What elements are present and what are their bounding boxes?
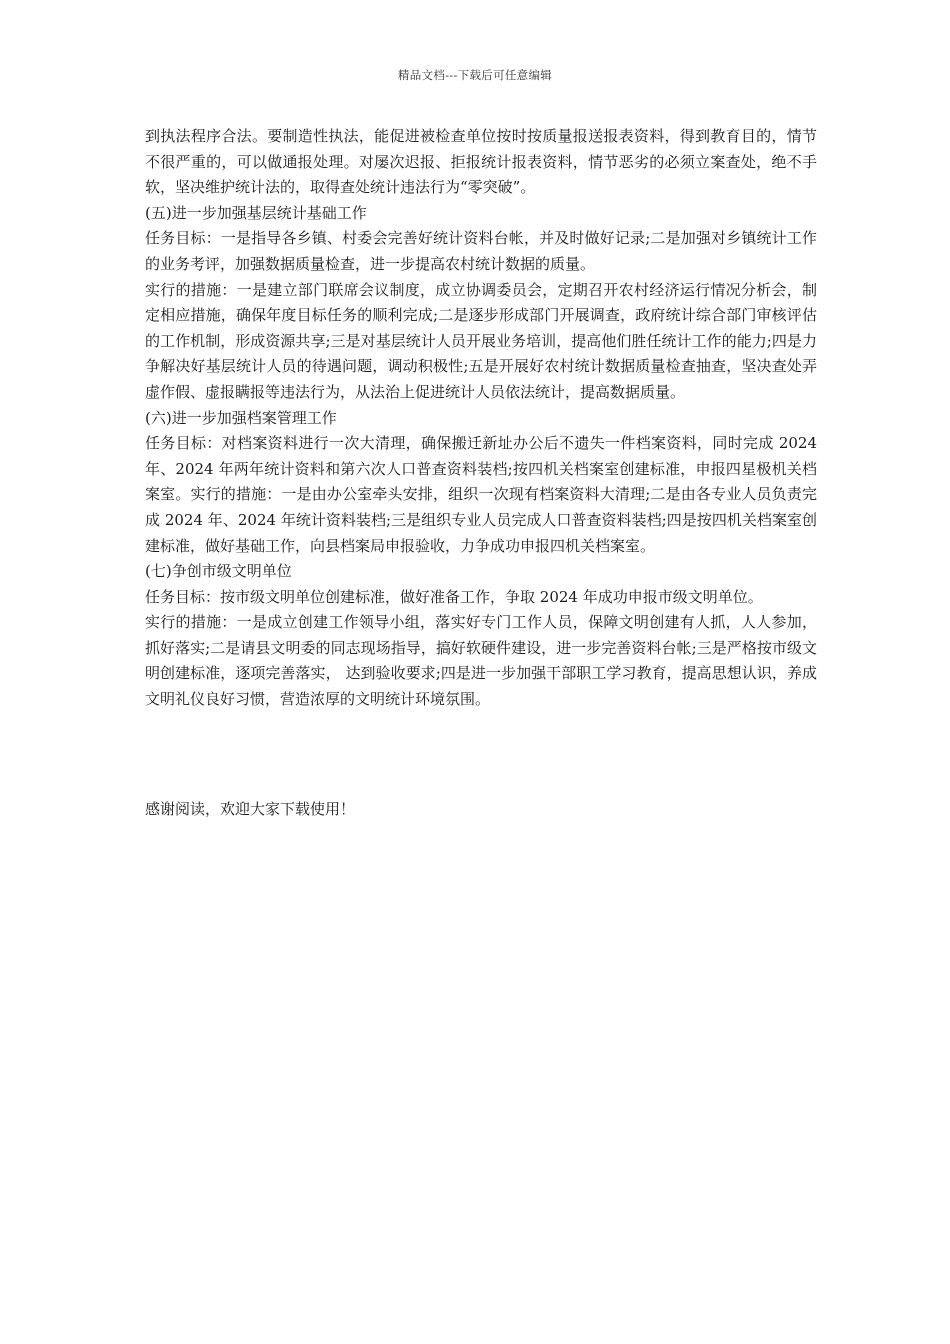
paragraph-measures-5: 实行的措施：一是建立部门联席会议制度，成立协调委员会，定期召开农村经济运行情况分析会，制定相应措施，确保年度目标任务的顺利完成;二是逐步形成部门开展调查，政府统计综合部门审核评估的工作机制，形成资源共享;三是对基层统计人员开展业务培训，提高他们胜任统计工作的能力;四是力争解决好基层统计人员的待遇问题，调动积极性;五是开展好农村统计数据质量检查抽查，坚决查处弄虚作假、虚报瞒报等违法行为，从法治上促进统计人员依法统计，提高数据质量。 [145, 280, 817, 401]
paragraph-continuation: 到执法程序合法。要制造性执法，能促进被检查单位按时按质量报送报表资料，得到教育目的，情节不很严重的，可以做通报处理。对屡次迟报、拒报统计报表资料，情节恶劣的必须立案查处，绝不手软，坚决维护统计法的，取得查处统计违法行为“零突破”。 [145, 127, 817, 197]
paragraph-task-goal-5: 任务目标：一是指导各乡镇、村委会完善好统计资料台帐，并及时做好记录;二是加强对乡镇统计工作的业务考评，加强数据质量检查，进一步提高农村统计数据的质量。 [145, 229, 817, 273]
paragraph-task-goal-6: 任务目标：对档案资料进行一次大清理，确保搬迁新址办公后不遗失一件档案资料，同时完成 2024 年、2024 年两年统计资料和第六次人口普查资料装档;按四机关档案室创建标准，申报四星极机关档案室。实行的措施：一是由办公室牵头安排，组织一次现有档案资料大清理;二是由各专业人员负责完成 2024 年、2024 年统计资料装档;三是组织专业人员完成人口普查资料装档;四是按四机关档案室创建标准，做好基础工作，向县档案局申报验收，力争成功申报四机关档案室。 [145, 434, 817, 555]
section-heading-5: (五)进一步加强基层统计基础工作 [145, 203, 367, 222]
paragraph-measures-7: 实行的措施：一是成立创建工作领导小组，落实好专门工作人员，保障文明创建有人抓，人人参加，抓好落实;二是请县文明委的同志现场指导，搞好软硬件建设，进一步完善资料台帐;三是严格按市级文明创建标准，逐项完善落实， 达到验收要求;四是进一步加强干部职工学习教育，提高思想认识，养成文明礼仪良好习惯，营造浓厚的文明统计环境氛围。 [145, 613, 817, 709]
document-body [145, 124, 817, 713]
section-heading-6: (六)进一步加强档案管理工作 [145, 408, 337, 427]
section-heading-7: (七)争创市级文明单位 [145, 562, 292, 581]
page-header: 精品文档---下载后可任意编辑 [397, 68, 553, 82]
paragraph-task-goal-7: 任务目标：按市级文明单位创建标准，做好准备工作，争取 2024 年成功申报市级文明单位。 [145, 587, 763, 606]
closing-note: 感谢阅读，欢迎大家下载使用！ [145, 800, 356, 818]
